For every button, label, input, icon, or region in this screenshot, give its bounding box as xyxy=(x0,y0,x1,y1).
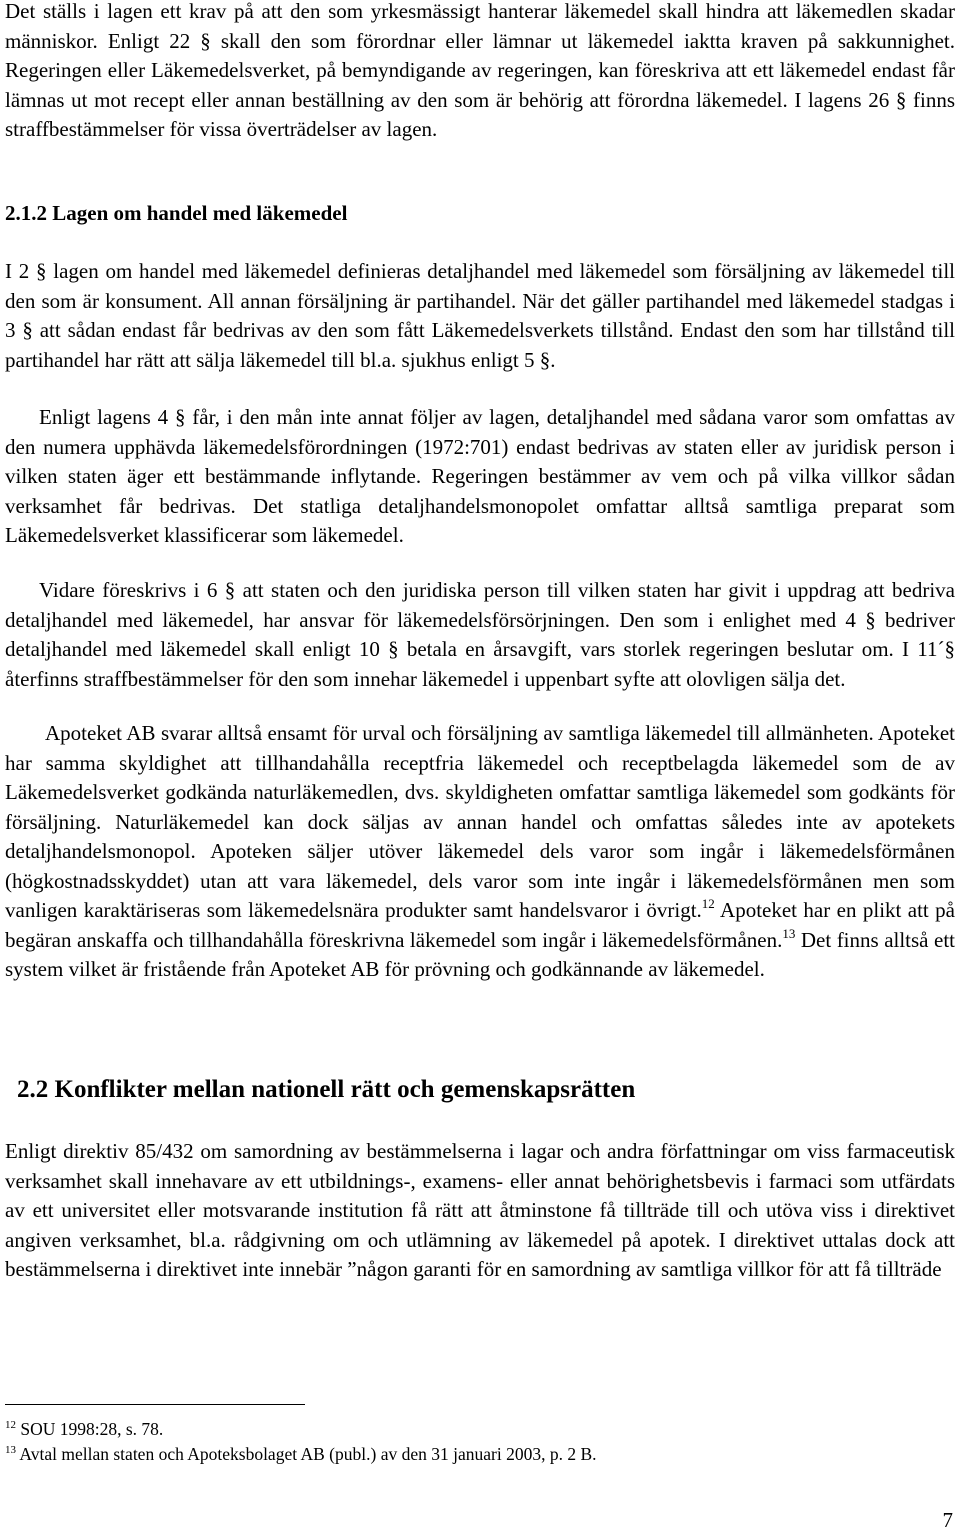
paragraph-handel-definition: I 2 § lagen om handel med läkemedel definieras detaljhandel med läkemedel som försäljning av läkemedel till den som är konsument. All annan försäljning är partihandel. När det gäller partihandel med läkemedel stadgas i 3 § att sådan endast får bedrivas av den som fått Läkemedelsverkets tillstånd. Endast den som har tillstånd till partihandel har rätt att sälja läkemedel till bl.a. sjukhus enligt 5 §. xyxy=(5,259,955,372)
subheading-2-1-2: 2.1.2 Lagen om handel med läkemedel xyxy=(5,201,348,225)
paragraph-monopol: Enligt lagens 4 § får, i den mån inte annat följer av lagen, detaljhandel med sådana varor som omfattas av den numera upphävda läkemedelsförordningen (1972:701) endast bedrivas av staten eller av juridisk person i vilken staten äger ett bestämmande inflytande. Regeringen bestämmer av vem och på vilka villkor sådan verksamhet får bedrivas. Det statliga detaljhandelsmonopolet omfattar alltså samtliga preparat som Läkemedelsverket klassificerar som läkemedel. xyxy=(5,405,955,547)
footnote-ref-12[interactable]: 12 xyxy=(701,896,715,911)
paragraph-apoteket-text-a: Apoteket AB svarar alltså ensamt för urval och försäljning av samtliga läkemedel till allmänheten. Apoteket har samma skyldighet att tillhandahålla receptfria läkemedel och receptbelagda läkemedel som de av Läkemedelsverket godkända naturläkemedlen, dvs. skyldigheten omfattar samtliga läkemedel som godkänts för försäljning. Naturläkemedel kan dock säljas av annan handel och omfattas således inte av apotekets detaljhandelsmonopol. Apoteken säljer utöver läkemedel dels varor som ingår i läkemedelsförmånen (högkostnadsskyddet) utan att vara läkemedel, dels varor som inte ingår i läkemedelsförmånen men som vanligen karaktäriseras som läkemedelsnära produkter samt handelsvaror i övrigt. xyxy=(5,721,955,922)
footnote-text: SOU 1998:28, s. 78. xyxy=(20,1419,164,1439)
paragraph-direktiv: Enligt direktiv 85/432 om samordning av bestämmelserna i lagar och andra författningar om viss farmaceutisk verksamhet skall innehavare av ett utbildnings-, examens- eller annat behörighetsbevis i farmaci som utfärdats av ett universitet eller motsvarande institution få rätt att åtminstone få tillträde till och utöva viss i direktivet angiven verksamhet, bl.a. rådgivning om och utlämning av läkemedel på apotek. I direktivet uttalas dock att bestämmelserna i direktivet inte innebär ”någon garanti för en samordning av samtliga villkor för att få tillträde xyxy=(5,1139,955,1281)
page-number: 7 xyxy=(942,1508,953,1532)
footnote-number: 12 xyxy=(5,1419,16,1431)
footnote-text: Avtal mellan staten och Apoteksbolaget AB (publ.) av den 31 januari 2003, p. 2 B. xyxy=(19,1444,597,1464)
footnote-12 xyxy=(5,1418,163,1440)
paragraph-apoteket-text-c: Det finns alltså ett system vilket är fristående från Apoteket AB för prövning och godkännande av läkemedel. xyxy=(5,927,955,981)
section-heading-2-2: 2.2 Konflikter mellan nationell rätt och gemenskapsrätten xyxy=(17,1076,636,1103)
paragraph-apoteket-text-b: Apoteket har en plikt att på begäran anskaffa och tillhandahålla föreskrivna läkemedel som ingår i läkemedelsförmånen. xyxy=(5,898,955,952)
footnote-separator xyxy=(5,1404,305,1405)
footnote-number: 13 xyxy=(5,1444,16,1456)
paragraph-apoteket-ab xyxy=(5,719,955,985)
paragraph-ansvar: Vidare föreskrivs i 6 § att staten och den juridiska person till vilken staten har givit i uppdrag att bedriva detaljhandel med läkemedel, har ansvar för läkemedelsförsörjningen. Den som i enlighet med 4 § bedriver detaljhandel med läkemedel skall enligt 10 § betala en årsavgift, vars storlek regeringen beslutar om. I 11´§ återfinns straffbestämmelser för den som innehar läkemedel i uppenbart syfte att olovligen sälja det. xyxy=(5,578,955,691)
footnote-13 xyxy=(5,1443,597,1465)
footnote-ref-13[interactable]: 13 xyxy=(782,925,796,941)
paragraph-lakemedelslagen: Det ställs i lagen ett krav på att den som yrkesmässigt hanterar läkemedel skall hindra att läkemedlen skadar människor. Enligt 22 § skall den som förordnar eller lämnar ut läkemedel iaktta kraven på sakkunnighet. Regeringen eller Läkemedelsverket, på bemyndigande av regeringen, kan föreskriva att ett läkemedel endast får lämnas ut mot recept eller annan beställning av den som är behörig att förordna läkemedel. I lagens 26 § finns straffbestämmelser för vissa överträdelser av lagen. xyxy=(5,0,955,141)
